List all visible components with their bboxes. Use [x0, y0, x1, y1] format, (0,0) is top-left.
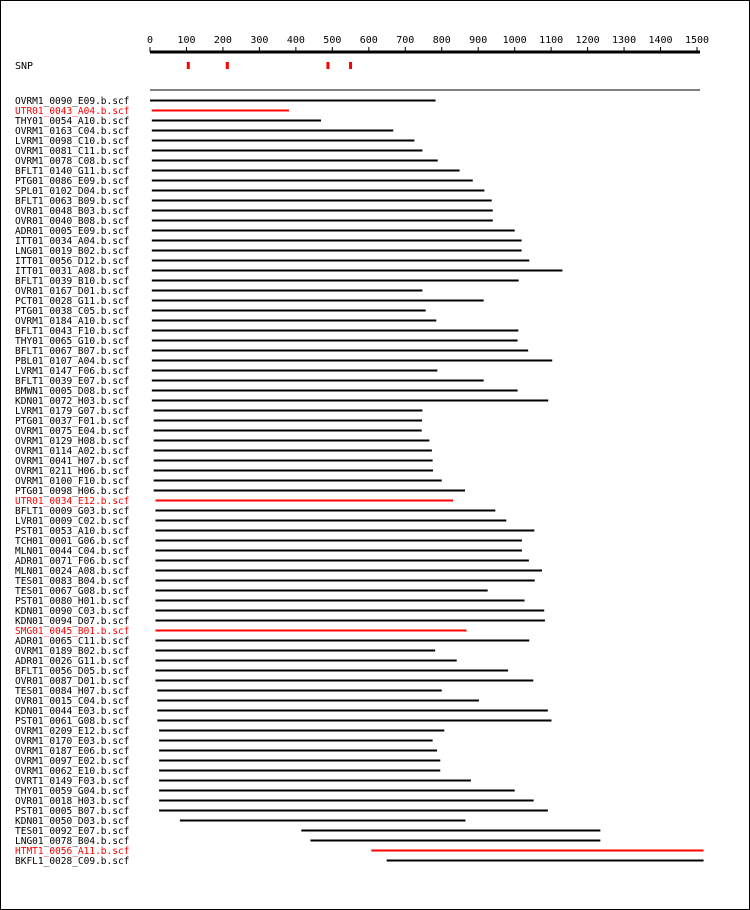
axis-tick-label: 500 [323, 35, 342, 46]
read-label: BFLT1_0056_D05.b.scf [15, 666, 130, 677]
read-label: KDN01_0044_E03.b.scf [15, 706, 130, 717]
read-label: OVRM1_0097_E02.b.scf [15, 756, 130, 767]
read-label: KDN01_0094_D07.b.scf [15, 616, 130, 627]
read-label: BFLT1_0043_F10.b.scf [15, 326, 130, 337]
read-label: KDN01_0050_D03.b.scf [15, 816, 130, 827]
read-label: OVR01_0018_H03.b.scf [15, 796, 130, 807]
read-label: PBL01_0107_A04.b.scf [15, 356, 130, 367]
read-label: PST01_0080_H01.b.scf [15, 596, 130, 607]
read-label: OVRM1_0184_A10.b.scf [15, 316, 130, 327]
axis-tick-label: 0 [146, 35, 154, 46]
read-label: MLN01_0024_A08.b.scf [15, 566, 130, 577]
read-label: OVR01_0167_D01.b.scf [15, 286, 130, 297]
read-label: PTG01_0086_E09.b.scf [15, 176, 130, 187]
read-label: THY01_0059_G04.b.scf [15, 786, 130, 797]
read-label: MLN01_0044_C04.b.scf [15, 546, 130, 557]
snp-track-label: SNP [15, 61, 34, 72]
read-label: ITT01_0031_A08.b.scf [15, 266, 130, 277]
read-label: SPL01_0102_D04.b.scf [15, 186, 130, 197]
read-label: OVR01_0015_C04.b.scf [15, 696, 130, 707]
axis-tick-label: 200 [213, 35, 232, 46]
snp-marker [187, 62, 190, 69]
read-label: PTG01_0098_H06.b.scf [15, 486, 130, 497]
read-label: PTG01_0037_F01.b.scf [15, 416, 130, 427]
snp-marker [226, 62, 229, 69]
read-label: HTMT1_0056_A11.b.scf [15, 846, 130, 857]
read-label: THY01_0065_G10.b.scf [15, 336, 130, 347]
read-label: BMWN1_0005_D08.b.scf [15, 386, 130, 397]
read-label: OVRM1_0187_E06.b.scf [15, 746, 130, 757]
read-label: SMG01_0045_B01.b.scf [15, 626, 130, 637]
read-label: UTR01_0034_E12.b.scf [15, 496, 130, 507]
read-label: TES01_0092_E07.b.scf [15, 826, 130, 837]
axis-tick-label: 1400 [648, 35, 673, 46]
read-label: OVR01_0087_D01.b.scf [15, 676, 130, 687]
read-label: ITT01_0056_D12.b.scf [15, 256, 130, 267]
read-label: LVRM1_0179_G07.b.scf [15, 406, 130, 417]
read-label: THY01_0054_A10.b.scf [15, 116, 130, 127]
axis-tick-label: 1300 [612, 35, 637, 46]
read-label: PST01_0061_G08.b.scf [15, 716, 130, 727]
axis-tick-label: 400 [286, 35, 305, 46]
read-label: KDN01_0072_H03.b.scf [15, 396, 130, 407]
axis-tick-label: 700 [396, 35, 415, 46]
read-label: LNG01_0019_B02.b.scf [15, 246, 130, 257]
read-label: ADR01_0026_G11.b.scf [15, 656, 130, 667]
read-label: OVR01_0040_B08.b.scf [15, 216, 130, 227]
read-label: UTR01_0043_A04.b.scf [15, 106, 130, 117]
read-label: OVRM1_0129_H08.b.scf [15, 436, 130, 447]
read-label: ITT01_0034_A04.b.scf [15, 236, 130, 247]
read-label: OVRM1_0075_E04.b.scf [15, 426, 130, 437]
read-label: TES01_0083_B04.b.scf [15, 576, 130, 587]
axis-tick-label: 1100 [539, 35, 564, 46]
read-label: TES01_0067_G08.b.scf [15, 586, 130, 597]
read-label: TES01_0084_H07.b.scf [15, 686, 130, 697]
read-label: PST01_0053_A10.b.scf [15, 526, 130, 537]
read-label: PCT01_0028_G11.b.scf [15, 296, 130, 307]
read-label: OVRM1_0100_F10.b.scf [15, 476, 130, 487]
read-label: BFLT1_0039_E07.b.scf [15, 376, 130, 387]
read-label: BFLT1_0039_B10.b.scf [15, 276, 130, 287]
read-label: PTG01_0038_C05.b.scf [15, 306, 130, 317]
read-label: OVRT1_0149_F03.b.scf [15, 776, 130, 787]
position-axis [147, 35, 709, 52]
read-label: ADR01_0065_C11.b.scf [15, 636, 130, 647]
read-label: LNG01_0078_B04.b.scf [15, 836, 130, 847]
read-label: ADR01_0071_F06.b.scf [15, 556, 130, 567]
snp-marker [349, 62, 352, 69]
axis-tick-label: 1500 [684, 35, 710, 46]
read-label: BFLT1_0140_G11.b.scf [15, 166, 130, 177]
read-list [15, 96, 704, 867]
axis-tick-label: 300 [250, 35, 269, 46]
read-label: LVR01_0009_C02.b.scf [15, 516, 130, 527]
read-label: BKFL1_0028_C09.b.scf [15, 856, 130, 867]
read-label: ADR01_0005_E09.b.scf [15, 226, 130, 237]
read-label: OVRM1_0211_H06.b.scf [15, 466, 130, 477]
read-label: OVRM1_0114_A02.b.scf [15, 446, 130, 457]
axis-tick-label: 900 [469, 35, 488, 46]
read-label: BFLT1_0009_G03.b.scf [15, 506, 130, 517]
axis-tick-label: 100 [177, 35, 196, 46]
read-label: LVRM1_0098_C10.b.scf [15, 136, 130, 147]
read-label: OVRM1_0041_H07.b.scf [15, 456, 130, 467]
read-label: TCH01_0001_G06.b.scf [15, 536, 130, 547]
read-label: OVRM1_0078_C08.b.scf [15, 156, 130, 167]
read-label: OVRM1_0062_E10.b.scf [15, 766, 130, 777]
read-label: OVRM1_0081_C11.b.scf [15, 146, 130, 157]
read-label: OVRM1_0189_B02.b.scf [15, 646, 130, 657]
read-label: OVRM1_0090_E09.b.scf [15, 96, 130, 107]
axis-tick-label: 800 [432, 35, 451, 46]
snp-marker [326, 62, 329, 69]
read-label: BFLT1_0067_B07.b.scf [15, 346, 130, 357]
read-label: KDN01_0090_C03.b.scf [15, 606, 130, 617]
read-label: OVR01_0048_B03.b.scf [15, 206, 130, 217]
axis-tick-label: 600 [359, 35, 378, 46]
read-label: PST01_0005_B07.b.scf [15, 806, 130, 817]
read-label: LVRM1_0147_F06.b.scf [15, 366, 130, 377]
snp-track [187, 62, 352, 69]
read-label: BFLT1_0063_B09.b.scf [15, 196, 130, 207]
axis-tick-label: 1200 [575, 35, 600, 46]
axis-tick-label: 1000 [502, 35, 527, 46]
read-label: OVRM1_0209_E12.b.scf [15, 726, 130, 737]
read-label: OVRM1_0163_C04.b.scf [15, 126, 130, 137]
read-label: OVRM1_0170_E03.b.scf [15, 736, 130, 747]
